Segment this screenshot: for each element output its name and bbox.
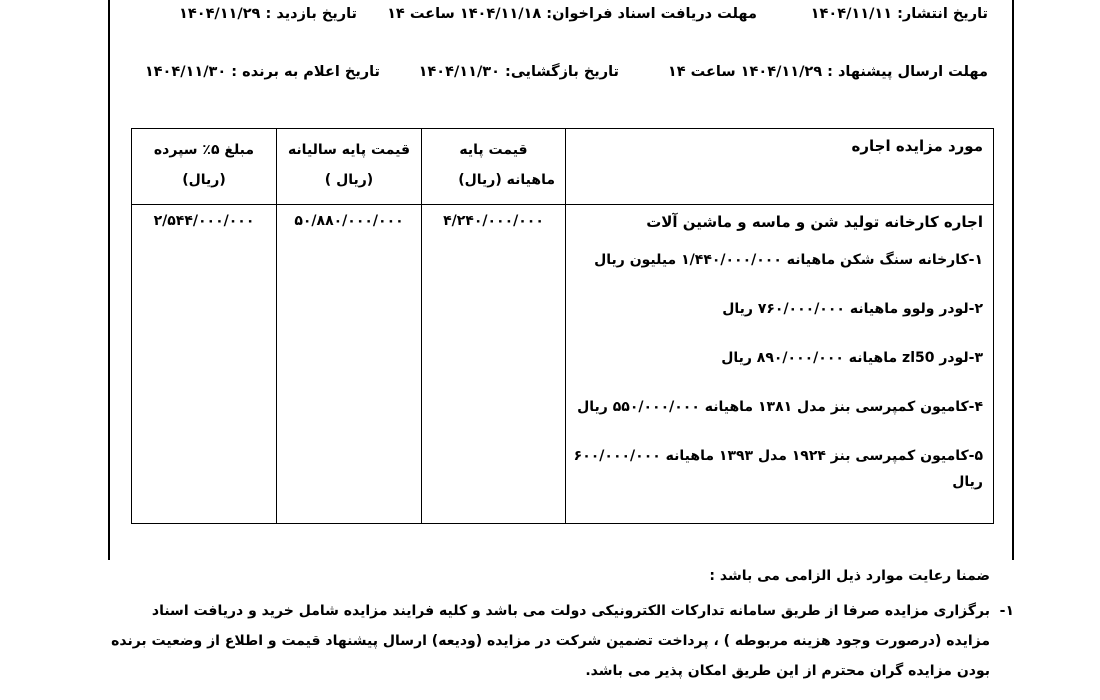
list-item: ۱-کارخانه سنگ شکن ماهیانه ۱/۴۴۰/۰۰۰/۰۰۰ میلیون ریال <box>594 252 983 268</box>
header-deposit <box>132 129 277 205</box>
winner-date: تاریخ اعلام به برنده : ۱۴۰۴/۱۱/۳۰ <box>144 64 380 80</box>
note-text: برگزاری مزایده صرفا از طریق سامانه تدارکات الکترونیکی دولت می باشد و کلیه فرایند مزایده شامل خرید و دریافت اسناد مزایده (درصورت وجود هزینه مربوطه ) ، پرداخت تضمین شرکت در مزایده (ودیعه) ارسال پیشنهاد قیمت و اطلاع از وضعیت برنده بودن مزایده گران محترم از این طریق امکان پذیر می باشد. <box>111 603 990 679</box>
monthly-price-value: ۴/۲۴۰/۰۰۰/۰۰۰ <box>422 205 566 524</box>
header-subject: مورد مزایده اجاره <box>566 129 994 205</box>
table-header-row <box>132 129 994 205</box>
header-deposit-line2: (ریال) <box>182 172 226 188</box>
list-item: ۳-لودر zl50 ماهیانه ۸۹۰/۰۰۰/۰۰۰ ریال <box>721 350 983 366</box>
header-deposit-line1: مبلغ ۵٪ سپرده <box>153 142 255 158</box>
left-border-line <box>108 0 110 560</box>
requirement-note-1 <box>110 596 1014 686</box>
list-item: ۴-کامیون کمپرسی بنز مدل ۱۳۸۱ ماهیانه ۵۵۰/۰۰۰/۰۰۰ ریال <box>577 399 983 415</box>
deposit-value: ۲/۵۴۴/۰۰۰/۰۰۰ <box>132 205 277 524</box>
header-yearly-line1: قیمت پایه سالیانه <box>287 142 411 158</box>
header-yearly-line2: (ریال ) <box>324 172 374 188</box>
header-monthly-line2: ماهیانه (ریال) <box>458 172 555 188</box>
opening-date: تاریخ بازگشایی: ۱۴۰۴/۱۱/۳۰ <box>418 64 619 80</box>
receive-deadline: مهلت دریافت اسناد فراخوان: ۱۴۰۴/۱۱/۱۸ ساعت ۱۴ <box>387 6 757 22</box>
header-monthly-price <box>422 129 566 205</box>
publish-date: تاریخ انتشار: ۱۴۰۴/۱۱/۱۱ <box>810 6 988 22</box>
yearly-price-value: ۵۰/۸۸۰/۰۰۰/۰۰۰ <box>277 205 422 524</box>
header-yearly-price <box>277 129 422 205</box>
table-row <box>132 205 994 524</box>
requirements-intro: ضمنا رعایت موارد ذیل الزامی می باشد : <box>709 568 990 584</box>
note-number: ۱- <box>999 603 1014 619</box>
list-item: ۲-لودر ولوو ماهیانه ۷۶۰/۰۰۰/۰۰۰ ریال <box>722 301 983 317</box>
send-deadline: مهلت ارسال پیشنهاد : ۱۴۰۴/۱۱/۲۹ ساعت ۱۴ <box>667 64 988 80</box>
right-border-line <box>1012 0 1014 560</box>
visit-date: تاریخ بازدید : ۱۴۰۴/۱۱/۲۹ <box>179 6 357 22</box>
list-item: ۵-کامیون کمپرسی بنز ۱۹۲۴ مدل ۱۳۹۳ ماهیانه ۶۰۰/۰۰۰/۰۰۰ ریال <box>573 448 983 490</box>
row-title: اجاره کارخانه تولید شن و ماسه و ماشین آلات <box>646 213 983 231</box>
header-monthly-line1: قیمت پایه <box>459 142 528 158</box>
auction-table <box>131 128 994 524</box>
row-description <box>566 205 994 524</box>
